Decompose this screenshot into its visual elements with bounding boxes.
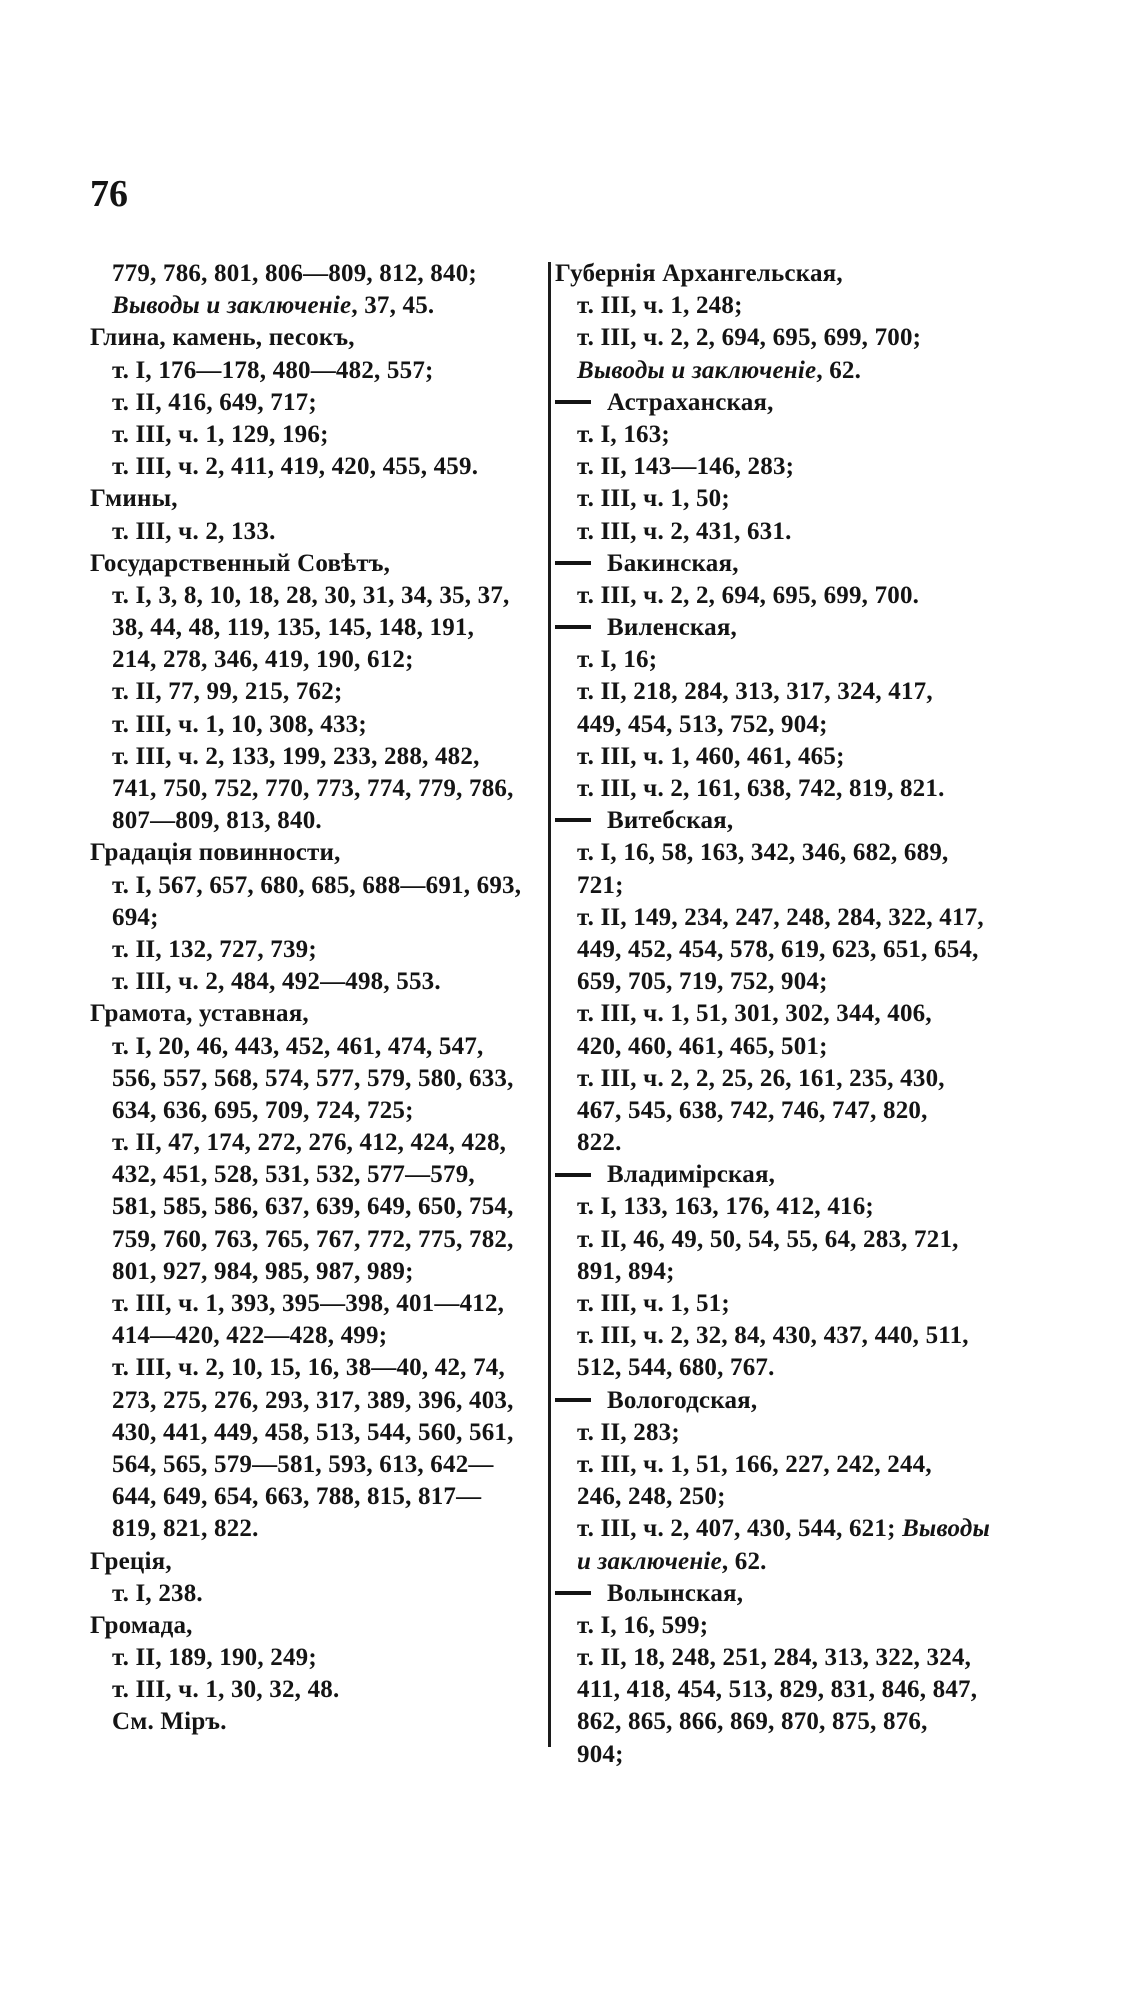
index-text: т. III, ч. 1, 129, 196; [112, 420, 329, 448]
index-text: т. I, 16; [577, 646, 658, 674]
index-text: Глина, камень, песокъ, [90, 324, 355, 352]
index-reference-line [555, 1610, 1015, 1642]
index-reference-line [90, 1352, 540, 1384]
index-text: Выводы и заключенiе, 62. [577, 356, 862, 384]
index-reference-line [90, 1159, 540, 1191]
index-text: т. III, ч. 2, 133. [112, 517, 276, 545]
em-dash-mark [555, 1591, 591, 1595]
index-reference-line [90, 966, 540, 998]
index-heading [90, 322, 540, 354]
index-reference-line [90, 290, 540, 322]
index-text: Астраханская, [607, 388, 774, 416]
index-heading [90, 837, 540, 869]
index-text: Губернiя Архангельская, [555, 260, 843, 287]
index-text: 904; [577, 1740, 624, 1768]
index-reference-line [90, 1031, 540, 1063]
index-heading [555, 1578, 1015, 1610]
index-reference-line [555, 1095, 1015, 1127]
index-text: Бакинская, [607, 549, 739, 577]
index-reference-line [90, 1385, 540, 1417]
index-text: т. II, 149, 234, 247, 248, 284, 322, 417, [577, 903, 984, 931]
index-text: 467, 545, 638, 742, 746, 747, 820, [577, 1096, 928, 1124]
index-reference-line [555, 676, 1015, 708]
index-text: 721; [577, 871, 624, 899]
index-text: 694; [112, 903, 159, 931]
index-reference-line [555, 1191, 1015, 1223]
index-text: т. III, ч. 2, 407, 430, 544, 621; Выводы [577, 1515, 991, 1543]
index-text: и заключенiе, 62. [577, 1547, 767, 1575]
index-reference-line [555, 1063, 1015, 1095]
index-reference-line [555, 451, 1015, 483]
index-reference-line [90, 1224, 540, 1256]
index-reference-line [555, 580, 1015, 612]
em-dash-mark [555, 1398, 591, 1402]
index-text: т. II, 416, 649, 717; [112, 388, 317, 416]
index-reference-line [555, 322, 1015, 354]
index-reference-line [90, 419, 540, 451]
index-text: 801, 927, 984, 985, 987, 989; [112, 1257, 414, 1285]
index-reference-line [555, 1352, 1015, 1384]
index-reference-line [555, 483, 1015, 515]
index-text: т. III, ч. 1, 51, 301, 302, 344, 406, [577, 1000, 932, 1028]
index-text: т. I, 133, 163, 176, 412, 416; [577, 1193, 874, 1221]
index-column-right [555, 258, 1015, 1771]
index-reference-line [90, 1706, 540, 1738]
index-text: т. III, ч. 2, 133, 199, 233, 288, 482, [112, 742, 480, 770]
index-reference-line [555, 1739, 1015, 1771]
index-text: Грецiя, [90, 1547, 172, 1575]
index-text: 564, 565, 579—581, 593, 613, 642— [112, 1450, 494, 1478]
index-reference-line [555, 837, 1015, 869]
index-heading [90, 1546, 540, 1578]
index-text: 891, 894; [577, 1257, 675, 1285]
index-text: т. III, ч. 2, 161, 638, 742, 819, 821. [577, 775, 945, 802]
index-reference-line [90, 355, 540, 387]
page-number: 76 [90, 173, 128, 215]
index-reference-line [555, 1256, 1015, 1288]
index-text: 449, 454, 513, 752, 904; [577, 710, 828, 738]
index-heading [555, 1159, 1015, 1191]
index-reference-line [555, 355, 1015, 387]
index-reference-line [555, 1642, 1015, 1674]
index-reference-line [555, 1706, 1015, 1738]
index-text: т. I, 567, 657, 680, 685, 688—691, 693, [112, 871, 522, 899]
index-heading [90, 998, 540, 1030]
index-text: т. I, 176—178, 480—482, 557; [112, 356, 434, 384]
index-heading [555, 612, 1015, 644]
em-dash-mark [555, 818, 591, 822]
index-reference-line [555, 1546, 1015, 1578]
index-reference-line [90, 934, 540, 966]
index-text: 819, 821, 822. [112, 1515, 259, 1543]
index-text: т. I, 16, 599; [577, 1611, 709, 1639]
index-text: 659, 705, 719, 752, 904; [577, 968, 828, 996]
index-heading [90, 1610, 540, 1642]
index-text: т. II, 143—146, 283; [577, 453, 795, 481]
index-reference-line [90, 451, 540, 483]
index-text: т. III, ч. 2, 10, 15, 16, 38—40, 42, 74, [112, 1354, 505, 1382]
index-reference-line [555, 1674, 1015, 1706]
index-heading [555, 1385, 1015, 1417]
index-text: 214, 278, 346, 419, 190, 612; [112, 646, 414, 674]
index-text: Грамота, уставная, [90, 1000, 309, 1028]
index-reference-line [555, 1127, 1015, 1159]
index-text: т. I, 20, 46, 443, 452, 461, 474, 547, [112, 1032, 484, 1060]
index-text: т. II, 283; [577, 1418, 680, 1446]
index-text: 822. [577, 1129, 622, 1157]
index-reference-line [90, 676, 540, 708]
index-text: т. I, 238. [112, 1579, 203, 1607]
index-text: т. III, ч. 1, 393, 395—398, 401—412, [112, 1290, 505, 1317]
em-dash-mark [555, 625, 591, 629]
index-heading [90, 483, 540, 515]
index-reference-line [90, 805, 540, 837]
index-text: 411, 418, 454, 513, 829, 831, 846, 847, [577, 1676, 978, 1704]
index-reference-line [555, 1224, 1015, 1256]
index-text: Волынская, [607, 1579, 744, 1607]
index-reference-line [555, 934, 1015, 966]
index-reference-line [90, 1288, 540, 1320]
index-reference-line [90, 644, 540, 676]
index-text: 644, 649, 654, 663, 788, 815, 817— [112, 1483, 482, 1511]
index-text: т. III, ч. 2, 411, 419, 420, 455, 459. [112, 453, 479, 481]
index-text: т. III, ч. 2, 431, 631. [577, 517, 792, 545]
index-reference-line [555, 773, 1015, 805]
index-reference-line [555, 1417, 1015, 1449]
index-text: Виленская, [607, 614, 738, 642]
index-reference-line [90, 1320, 540, 1352]
index-reference-line [90, 258, 540, 290]
index-reference-line [555, 1513, 1015, 1545]
index-text: т. II, 46, 49, 50, 54, 55, 64, 283, 721, [577, 1225, 959, 1253]
index-heading [555, 387, 1015, 419]
index-reference-line [90, 1256, 540, 1288]
index-reference-line [90, 870, 540, 902]
index-text: т. II, 189, 190, 249; [112, 1644, 317, 1672]
index-text: 38, 44, 48, 119, 135, 145, 148, 191, [112, 614, 475, 642]
index-reference-line [90, 612, 540, 644]
index-reference-line [555, 998, 1015, 1030]
index-text: т. III, ч. 2, 2, 25, 26, 161, 235, 430, [577, 1064, 945, 1092]
index-text: 246, 248, 250; [577, 1483, 726, 1511]
index-text: См. Мiръ. [112, 1708, 227, 1736]
index-text: Градацiя повинности, [90, 839, 341, 867]
index-reference-line [90, 580, 540, 612]
index-reference-line [555, 902, 1015, 934]
index-reference-line [555, 1449, 1015, 1481]
index-text: т. III, ч. 2, 32, 84, 430, 437, 440, 511, [577, 1322, 969, 1350]
index-text: Вологодская, [607, 1386, 758, 1414]
index-text: 273, 275, 276, 293, 317, 389, 396, 403, [112, 1386, 514, 1414]
index-text: 741, 750, 752, 770, 773, 774, 779, 786, [112, 775, 514, 802]
em-dash-mark [555, 561, 591, 565]
index-text: Громада, [90, 1611, 193, 1639]
index-text: 759, 760, 763, 765, 767, 772, 775, 782, [112, 1225, 514, 1253]
index-reference-line [90, 387, 540, 419]
index-text: 807—809, 813, 840. [112, 807, 322, 835]
column-divider [548, 262, 551, 1747]
index-text: 634, 636, 695, 709, 724, 725; [112, 1096, 414, 1124]
index-reference-line [90, 1095, 540, 1127]
index-reference-line [555, 1031, 1015, 1063]
index-heading [555, 548, 1015, 580]
index-reference-line [555, 419, 1015, 451]
index-reference-line [90, 1578, 540, 1610]
index-text: т. III, ч. 1, 248; [577, 292, 743, 320]
index-text: т. II, 18, 248, 251, 284, 313, 322, 324, [577, 1644, 972, 1672]
index-reference-line [555, 709, 1015, 741]
index-reference-line [555, 870, 1015, 902]
index-text: Выводы и заключенiе, 37, 45. [112, 292, 435, 320]
index-text: 779, 786, 801, 806—809, 812, 840; [112, 260, 477, 287]
index-text: т. III, ч. 1, 30, 32, 48. [112, 1676, 340, 1704]
index-reference-line [90, 1127, 540, 1159]
index-reference-line [555, 741, 1015, 773]
index-text: 432, 451, 528, 531, 532, 577—579, [112, 1161, 475, 1189]
index-reference-line [90, 1449, 540, 1481]
index-text: Владимiрская, [607, 1161, 776, 1189]
index-text: т. III, ч. 2, 484, 492—498, 553. [112, 968, 441, 996]
index-reference-line [555, 1320, 1015, 1352]
index-reference-line [555, 516, 1015, 548]
index-reference-line [90, 773, 540, 805]
index-reference-line [90, 1513, 540, 1545]
index-reference-line [555, 644, 1015, 676]
index-text: 556, 557, 568, 574, 577, 579, 580, 633, [112, 1064, 514, 1092]
index-text: т. I, 16, 58, 163, 342, 346, 682, 689, [577, 839, 949, 867]
index-text: т. III, ч. 1, 51; [577, 1290, 730, 1317]
index-text: т. I, 163; [577, 420, 670, 448]
index-text: 420, 460, 461, 465, 501; [577, 1032, 828, 1060]
index-text: Государственный Совѣтъ, [90, 549, 391, 577]
index-heading [555, 258, 1015, 290]
index-reference-line [90, 741, 540, 773]
index-reference-line [90, 1642, 540, 1674]
index-text: т. III, ч. 2, 2, 694, 695, 699, 700; [577, 324, 922, 352]
index-reference-line [555, 966, 1015, 998]
index-text: т. I, 3, 8, 10, 18, 28, 30, 31, 34, 35, 37, [112, 581, 510, 609]
index-text: т. III, ч. 2, 2, 694, 695, 699, 700. [577, 581, 920, 609]
index-text: т. III, ч. 1, 460, 461, 465; [577, 742, 845, 770]
index-text: т. III, ч. 1, 50; [577, 485, 730, 513]
index-text: 862, 865, 866, 869, 870, 875, 876, [577, 1708, 928, 1736]
em-dash-mark [555, 400, 591, 404]
index-text: т. II, 132, 727, 739; [112, 935, 317, 963]
index-text: Гмины, [90, 485, 178, 513]
index-reference-line [555, 1481, 1015, 1513]
index-reference-line [555, 1288, 1015, 1320]
index-text: 414—420, 422—428, 499; [112, 1322, 388, 1350]
em-dash-mark [555, 1173, 591, 1177]
index-text: 430, 441, 449, 458, 513, 544, 560, 561, [112, 1418, 514, 1446]
index-column-left [90, 258, 540, 1739]
index-text: 512, 544, 680, 767. [577, 1354, 775, 1382]
index-text: т. II, 77, 99, 215, 762; [112, 678, 343, 706]
index-text: 449, 452, 454, 578, 619, 623, 651, 654, [577, 935, 979, 963]
index-heading [555, 805, 1015, 837]
index-heading [90, 548, 540, 580]
index-text: т. III, ч. 1, 51, 166, 227, 242, 244, [577, 1450, 932, 1478]
index-reference-line [90, 709, 540, 741]
index-reference-line [90, 1191, 540, 1223]
index-reference-line [90, 1417, 540, 1449]
index-reference-line [555, 290, 1015, 322]
index-text: 581, 585, 586, 637, 639, 649, 650, 754, [112, 1193, 514, 1221]
index-reference-line [90, 1674, 540, 1706]
index-reference-line [90, 1063, 540, 1095]
index-reference-line [90, 902, 540, 934]
index-text: т. II, 218, 284, 313, 317, 324, 417, [577, 678, 933, 706]
index-reference-line [90, 516, 540, 548]
index-text: Витебская, [607, 807, 734, 835]
index-text: т. III, ч. 1, 10, 308, 433; [112, 710, 367, 738]
index-text: т. II, 47, 174, 272, 276, 412, 424, 428, [112, 1129, 507, 1157]
index-reference-line [90, 1481, 540, 1513]
